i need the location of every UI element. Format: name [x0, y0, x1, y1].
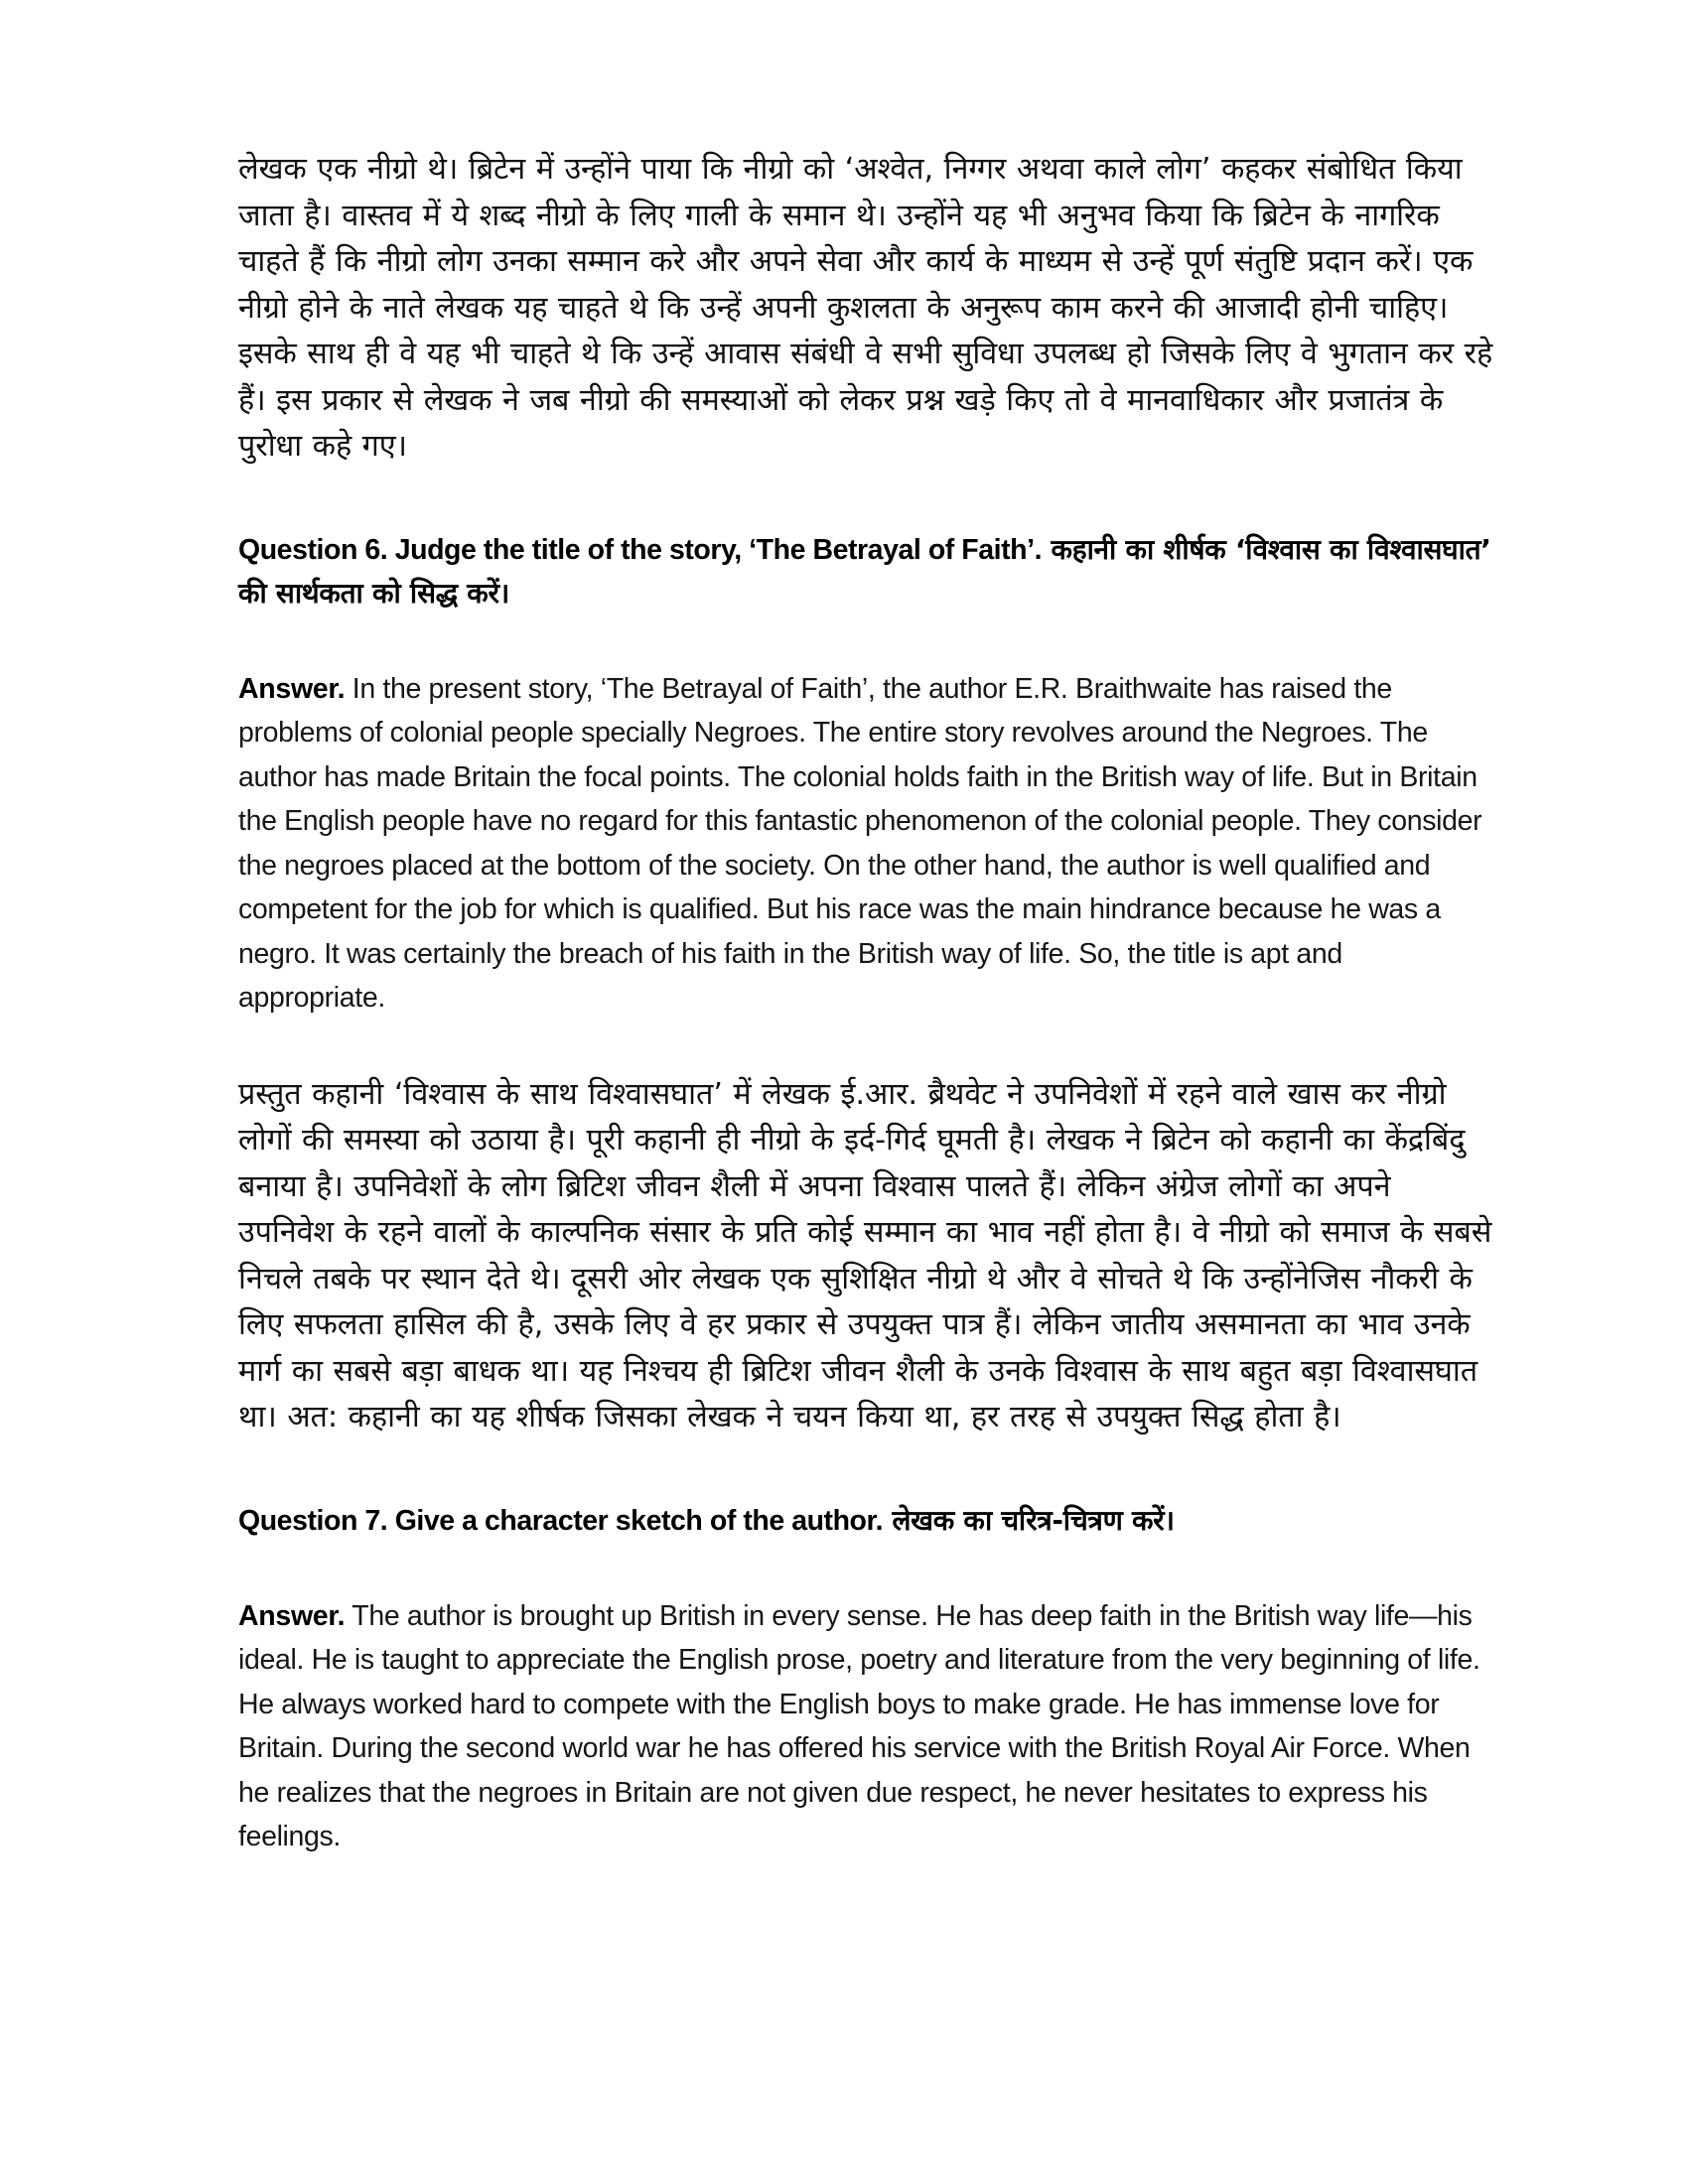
question-6-hindi-text: कहानी का शीर्षक ‘विश्वास का विश्वासघात’ की सार्थकता को सिद्ध करें। — [238, 532, 1491, 610]
spacer — [238, 471, 1494, 528]
spacer — [238, 1441, 1494, 1499]
spacer — [238, 1021, 1494, 1072]
question-6-answer-english — [238, 667, 1494, 1021]
question-7-hindi-text: लेखक का चरित्र-चित्रण करें। — [883, 1503, 1175, 1537]
question-7-answer-english — [238, 1594, 1494, 1859]
spacer — [238, 615, 1494, 667]
spacer — [238, 1543, 1494, 1594]
question-6-english-text: Question 6. Judge the title of the story, ‘The Betrayal of Faith’. — [238, 533, 1043, 566]
answer-label: Answer. — [238, 1599, 346, 1632]
page-content — [194, 147, 1494, 1859]
answer-label: Answer. — [238, 672, 346, 705]
answer-7-english-body: The author is brought up British in every sense. He has deep faith in the British way life—his ideal. He is taught to appreciate the English prose, poetry and literature from the very beginning of life. He always worked hard to compete with the English boys to make grade. He has immense love for Britain. During the second world war he has offered his service with the British Royal Air Force. When he realizes that the negroes in Britain are not given due respect, he never hesitates to express his feelings. — [238, 1599, 1480, 1852]
intro-hindi-paragraph: लेखक एक नीग्रो थे। ब्रिटेन में उन्होंने पाया कि नीग्रो को ‘अश्वेत, निग्गर अथवा काले लोग’ कहकर संबोधित किया जाता है। वास्तव में ये शब्द नीग्रो के लिए गाली के समान थे। उन्होंने यह भी अनुभव किया कि ब्रिटेन के नागरिक चाहते हैं कि नीग्रो लोग उनका सम्मान करे और अपने सेवा और कार्य के माध्यम से उन्हें पूर्ण संतुष्टि प्रदान करें। एक नीग्रो होने के नाते लेखक यह चाहते थे कि उन्हें अपनी कुशलता के अनुरूप काम करने की आजादी होनी चाहिए। इसके साथ ही वे यह भी चाहते थे कि उन्हें आवास संबंधी वे सभी सुविधा उपलब्ध हो जिसके लिए वे भुगतान कर रहे हैं। इस प्रकार से लेखक ने जब नीग्रो की समस्याओं को लेकर प्रश्न खड़े किए तो वे मानवाधिकार और प्रजातंत्र के पुरोधा कहे गए। — [238, 152, 1493, 464]
question-7-heading — [238, 1499, 1494, 1543]
answer-6-english-body: In the present story, ‘The Betrayal of Faith’, the author E.R. Braithwaite has raised the problems of colonial people specially Negroes. The entire story revolves around the Negroes. The author has made Britain the focal points. The colonial holds faith in the British way of life. But in Britain the English people have no regard for this fantastic phenomenon of the colonial people. They consider the negroes placed at the bottom of the society. On the other hand, the author is well qualified and competent for the job for which is qualified. But his race was the main hindrance because he was a negro. It was certainly the breach of his faith in the British way of life. So, the title is apt and appropriate. — [238, 672, 1482, 1014]
question-7-english-text: Question 7. Give a character sketch of the author. — [238, 1504, 884, 1537]
question-6-heading — [238, 528, 1494, 615]
question-6-answer-hindi: प्रस्तुत कहानी ‘विश्वास के साथ विश्वासघात’ में लेखक ई.आर. ब्रैथवेट ने उपनिवेशों में रहने वाले खास कर नीग्रो लोगों की समस्या को उठाया है। पूरी कहानी ही नीग्रो के इर्द-गिर्द घूमती है। लेखक ने ब्रिटेन को कहानी का केंद्रबिंदु बनाया है। उपनिवेशों के लोग ब्रिटिश जीवन शैली में अपना विश्वास पालते हैं। लेकिन अंग्रेज लोगों का अपने उपनिवेश के रहने वालों के काल्पनिक संसार के प्रति कोई सम्मान का भाव नहीं होता है। वे नीग्रो को समाज के सबसे निचले तबके पर स्थान देते थे। दूसरी ओर लेखक एक सुशिक्षित नीग्रो थे और वे सोचते थे कि उन्होंनेजिस नौकरी के लिए सफलता हासिल की है, उसके लिए वे हर प्रकार से उपयुक्त पात्र हैं। लेकिन जातीय असमानता का भाव उनके मार्ग का सबसे बड़ा बाधक था। यह निश्चय ही ब्रिटिश जीवन शैली के उनके विश्वास के साथ बहुत बड़ा विश्वासघात था। अत: कहानी का यह शीर्षक जिसका लेखक ने चयन किया था, हर तरह से उपयुक्त सिद्ध होता है। — [238, 1076, 1492, 1434]
